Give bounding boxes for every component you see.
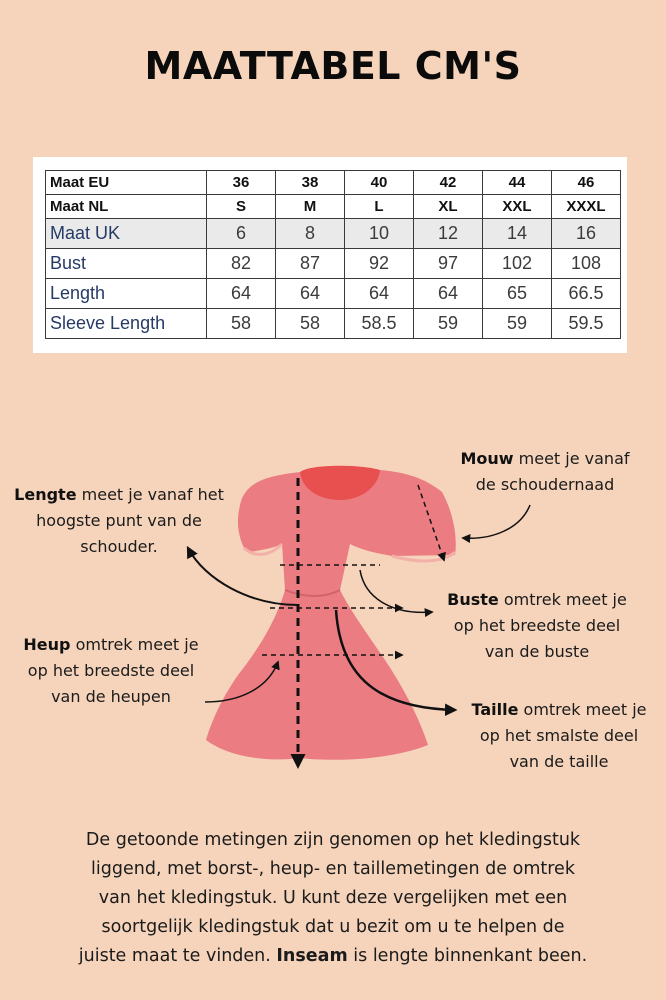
size-table-card [33,157,627,353]
page-title: MAATTABEL CM'S [144,44,522,88]
table-cell: 46 [552,171,621,195]
table-cell: 58 [276,309,345,339]
footer-line-2: liggend, met borst-, heup- en taillemetingen de omtrek [91,859,575,879]
table-cell: 44 [483,171,552,195]
bust-pointer-arrow [360,570,432,612]
table-cell: 64 [345,279,414,309]
table-cell: 8 [276,219,345,249]
note-heup-line2: op het breedste deel [27,661,195,680]
footer-note [20,826,646,971]
table-cell: 59 [483,309,552,339]
table-row [46,195,621,219]
table-cell: 14 [483,219,552,249]
table-cell: 42 [414,171,483,195]
footer-inseam: Inseam [276,946,348,966]
table-cell: XXL [483,195,552,219]
footer-line-1: De getoonde metingen zijn genomen op het kledingstuk [85,830,581,850]
table-cell: M [276,195,345,219]
row-label: Maat NL [46,195,207,219]
table-row [46,219,621,249]
table-row [46,279,621,309]
table-cell: 12 [414,219,483,249]
table-cell: 97 [414,249,483,279]
footer-line-3: van het kledingstuk. U kunt deze vergelijken met een [98,888,568,908]
row-label: Maat EU [46,171,207,195]
note-buste [432,587,642,665]
row-label: Length [46,279,207,309]
footer-line-4: soortgelijk kledingstuk dat u bezit om u te helpen de [101,917,565,937]
note-lengte-line2: hoogste punt van de [36,511,202,530]
table-cell: 64 [207,279,276,309]
table-cell: 6 [207,219,276,249]
table-cell: 64 [276,279,345,309]
footer-line-5 [20,942,646,971]
row-label: Bust [46,249,207,279]
note-taille-rest: omtrek meet je [518,700,647,719]
table-cell: 10 [345,219,414,249]
table-cell: 59.5 [552,309,621,339]
row-label: Sleeve Length [46,309,207,339]
table-cell: 92 [345,249,414,279]
table-cell: 102 [483,249,552,279]
note-buste-line2: op het breedste deel [453,616,621,635]
note-lengte-rest: meet je vanaf het [76,485,224,504]
note-lengte [4,482,234,560]
row-label: Maat UK [46,219,207,249]
note-mouw [440,446,650,498]
note-buste-bold: Buste [447,590,499,609]
table-row [46,309,621,339]
table-cell: 59 [414,309,483,339]
note-taille-line3: van de taille [509,752,609,771]
table-cell: 38 [276,171,345,195]
table-cell: 58.5 [345,309,414,339]
table-cell: XL [414,195,483,219]
table-cell: 58 [207,309,276,339]
table-row [46,171,621,195]
size-table [45,170,621,339]
note-taille [456,697,662,775]
note-mouw-line2: de schoudernaad [475,475,615,494]
note-taille-line2: op het smalste deel [479,726,639,745]
table-cell: 65 [483,279,552,309]
table-cell: 66.5 [552,279,621,309]
note-heup-rest: omtrek meet je [70,635,199,654]
note-heup-bold: Heup [23,635,71,654]
table-cell: 64 [414,279,483,309]
note-mouw-rest: meet je vanaf [513,449,630,468]
note-mouw-bold: Mouw [460,449,514,468]
table-cell: 40 [345,171,414,195]
note-buste-rest: omtrek meet je [498,590,627,609]
table-cell: XXXL [552,195,621,219]
sleeve-pointer-arrow [463,505,530,538]
note-heup-line3: van de heupen [51,687,171,706]
table-cell: L [345,195,414,219]
table-cell: S [207,195,276,219]
table-cell: 36 [207,171,276,195]
note-heup [6,632,216,710]
footer-line-5c: is lengte binnenkant been. [347,946,588,966]
note-taille-bold: Taille [471,700,519,719]
table-cell: 87 [276,249,345,279]
note-lengte-bold: Lengte [14,485,77,504]
table-row [46,249,621,279]
table-cell: 82 [207,249,276,279]
table-cell: 108 [552,249,621,279]
table-cell: 16 [552,219,621,249]
footer-line-5a: juiste maat te vinden. [78,946,277,966]
note-lengte-line3: schouder. [80,537,158,556]
note-buste-line3: van de buste [484,642,590,661]
